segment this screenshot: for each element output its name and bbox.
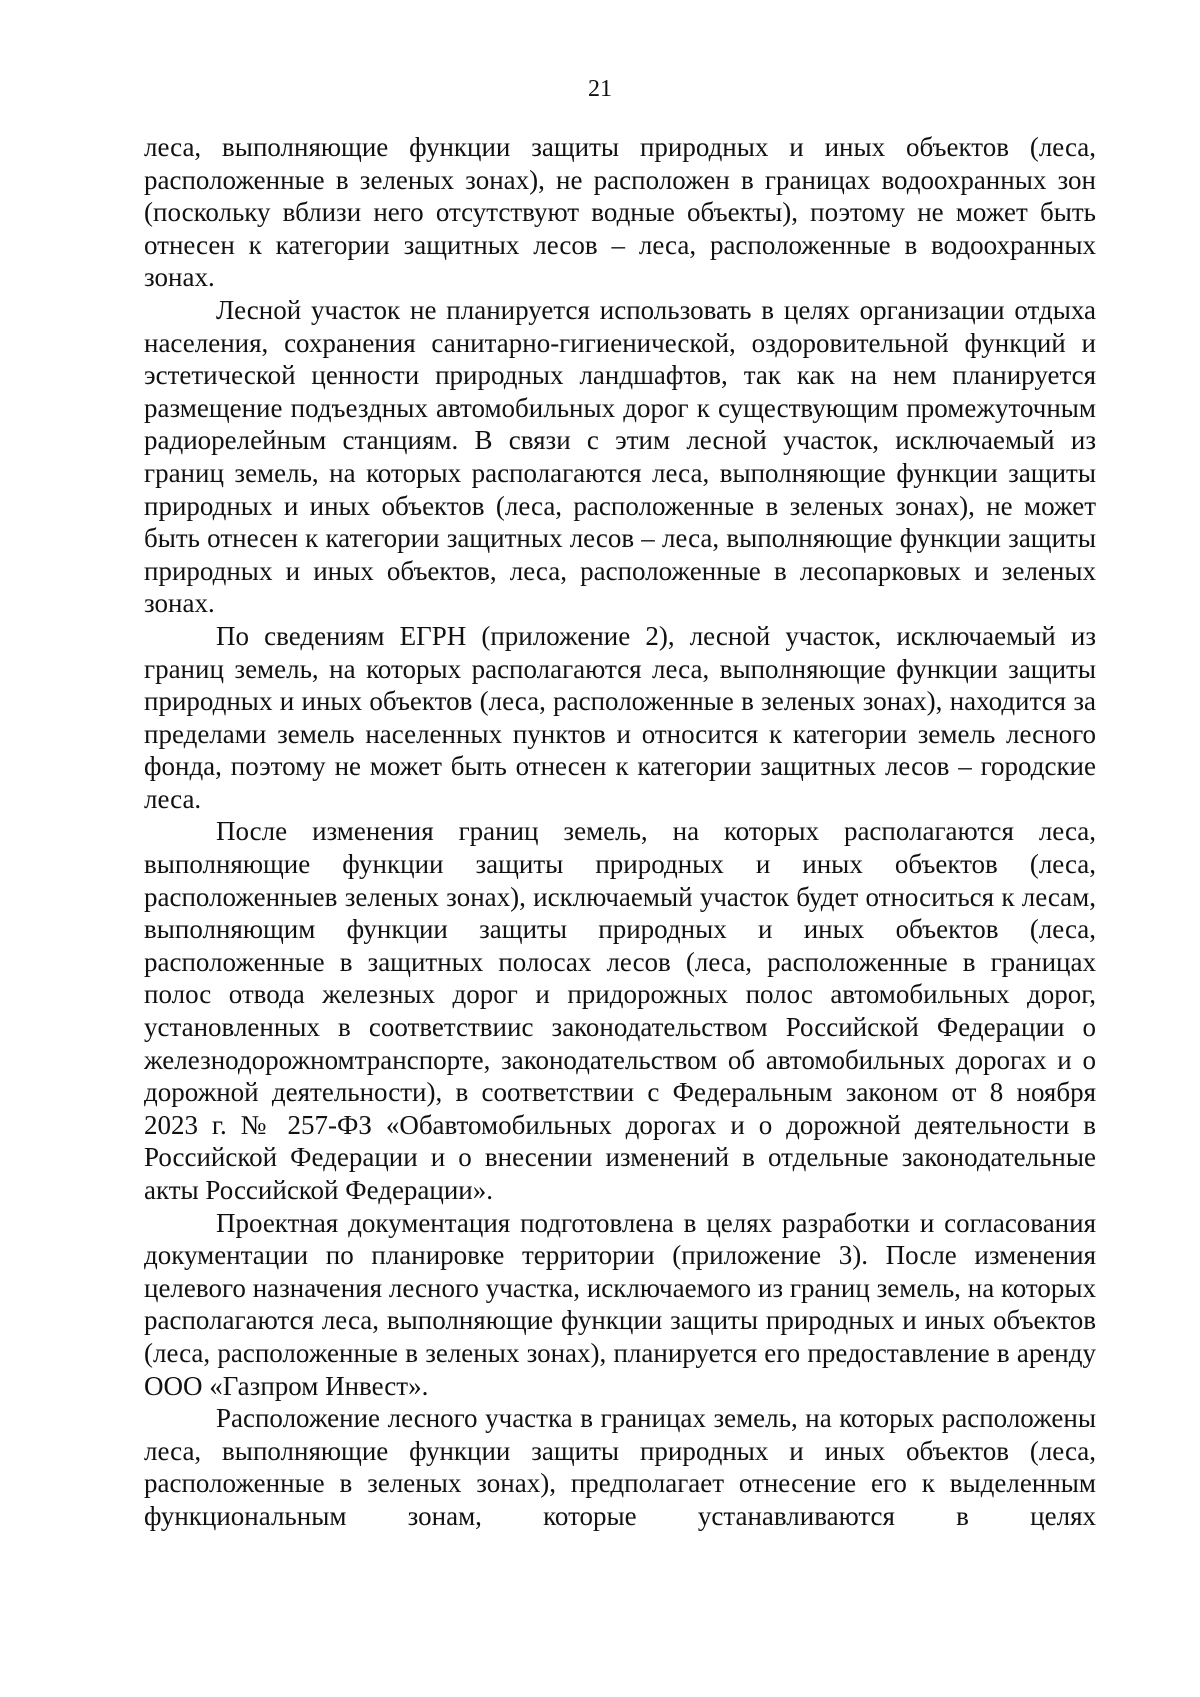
paragraph-recreation-use: Лесной участок не планируется использовать в целях организации отдыха населения, сохранения санитарно-гигиенической, оздоровительной функций и эстетической ценности природных ландшафтов, так как на нем планируется размещение подъездных автомобильных дорог к существующим промежуточным радиорелейным станциям. В связи с этим лесной участок, исключаемый из границ земель, на которых располагаются леса, выполняющие функции защиты природных и иных объектов (леса, расположенные в зеленых зонах), не может быть отнесен к категории защитных лесов – леса, выполняющие функции защиты природных и иных объектов, леса, расположенные в лесопарковых и зеленых зонах. (144, 294, 1096, 619)
paragraph-project-documentation: Проектная документация подготовлена в целях разработки и согласования документации по планировке территории (приложение 3). После изменения целевого назначения лесного участка, исключаемого из границ земель, на которых располагаются леса, выполняющие функции защиты природных и иных объектов (леса, расположенные в зеленых зонах), планируется его предоставление в аренду ООО «Газпром Инвест». (144, 1207, 1096, 1401)
paragraph-egrn-info: По сведениям ЕГРН (приложение 2), лесной участок, исключаемый из границ земель, на которых располагаются леса, выполняющие функции защиты природных и иных объектов (леса, расположенные в зеленых зонах), находится за пределами земель населенных пунктов и относится к категории земель лесного фонда, поэтому не может быть отнесен к категории защитных лесов – городские леса. (144, 620, 1096, 814)
paragraph-boundary-change: После изменения границ земель, на которых располагаются леса, выполняющие функции защиты природных и иных объектов (леса, расположенныев зеленых зонах), исключаемый участок будет относиться к лесам, выполняющим функции защиты природных и иных объектов (леса, расположенные в защитных полосах лесов (леса, расположенные в границах полос отвода железных дорог и придорожных полос автомобильных дорог, установленных в соответствиис законодательством Российской Федерации о железнодорожномтранспорте, законодательством об автомобильных дорогах и о дорожной деятельности), в соответствии с Федеральным законом от 8 ноября 2023 г. № 257-ФЗ «Обавтомобильных дорогах и о дорожной деятельности в Российской Федерации и о внесении изменений в отдельные законодательные акты Российской Федерации». (144, 816, 1096, 1205)
document-body (144, 131, 1096, 1533)
paragraph-continuation: леса, выполняющие функции защиты природных и иных объектов (леса, расположенные в зеленых зонах), не расположен в границах водоохранных зон (поскольку вблизи него отсутствуют водные объекты), поэтому не может быть отнесен к категории защитных лесов – леса, расположенные в водоохранных зонах. (144, 132, 1096, 293)
paragraph-functional-zones: Расположение лесного участка в границах земель, на которых расположены леса, выполняющие функции защиты природных и иных объектов (леса, расположенные в зеленых зонах), предполагает отнесение его к выделенным функциональным зонам, которые устанавливаются в целях (144, 1403, 1096, 1531)
page-number: 21 (588, 76, 612, 102)
